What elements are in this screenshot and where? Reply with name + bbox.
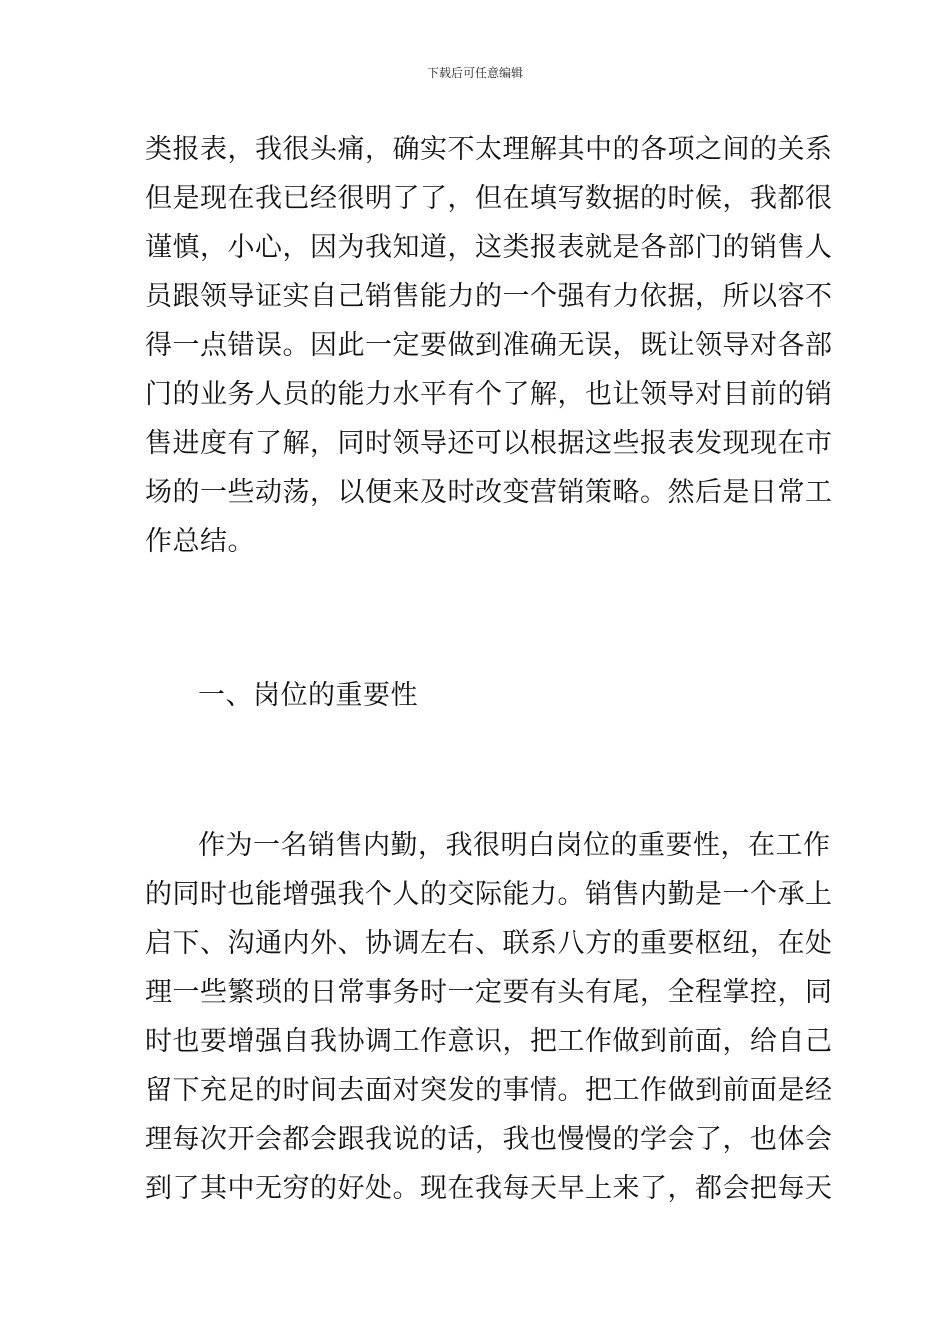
page-header: 下载后可任意编辑: [426, 66, 523, 80]
text-line: 启下、沟通内外、协调左右、联系八方的重要枢纽，在处: [145, 928, 833, 959]
text-line: 到了其中无穷的好处。现在我每天早上来了，都会把每天: [145, 1173, 833, 1204]
text-line: 但是现在我已经很明了了，但在填写数据的时候，我都很: [145, 183, 833, 214]
text-line: 作总结。: [145, 526, 255, 557]
text-line: 留下充足的时间去面对突发的事情。把工作做到前面是经: [145, 1075, 833, 1106]
text-line: 理一些繁琐的日常事务时一定要有头有尾，全程掌控，同: [145, 977, 833, 1008]
text-line: 员跟领导证实自己销售能力的一个强有力依据，所以容不: [145, 281, 833, 312]
text-line: 售进度有了解，同时领导还可以根据这些报表发现现在市: [145, 428, 833, 459]
text-line: 理每次开会都会跟我说的话，我也慢慢的学会了，也体会: [145, 1124, 833, 1155]
text-line: 的同时也能增强我个人的交际能力。销售内勤是一个承上: [145, 879, 833, 910]
text-line: 谨慎，小心，因为我知道，这类报表就是各部门的销售人: [145, 232, 833, 263]
text-line: 时也要增强自我协调工作意识，把工作做到前面，给自己: [145, 1026, 833, 1057]
section-heading: 一、岗位的重要性: [198, 680, 418, 711]
text-line: 得一点错误。因此一定要做到准确无误，既让领导对各部: [145, 330, 833, 361]
text-line: 作为一名销售内勤，我很明白岗位的重要性，在工作: [198, 830, 831, 861]
text-line: 场的一些动荡，以便来及时改变营销策略。然后是日常工: [145, 477, 833, 508]
text-line: 门的业务人员的能力水平有个了解，也让领导对目前的销: [145, 379, 833, 410]
text-line: 类报表，我很头痛，确实不太理解其中的各项之间的关系: [145, 134, 833, 165]
